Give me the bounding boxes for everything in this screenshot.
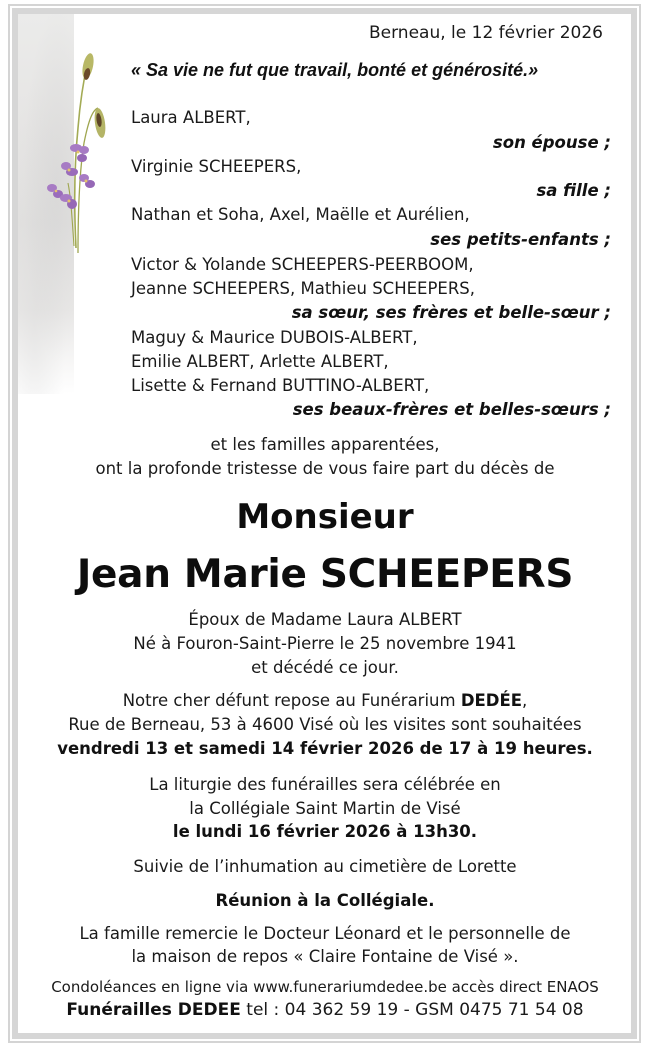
visitation-punctuation: , — [522, 691, 528, 710]
place-date: Berneau, le 12 février 2026 — [369, 23, 603, 43]
family-relation: ses beaux-frères et belles-sœurs ; — [292, 400, 611, 419]
footer-contact — [18, 1000, 632, 1020]
violet-flower-icon — [38, 48, 110, 258]
epitaph-quote: « Sa vie ne fut que travail, bonté et générosité.» — [131, 60, 539, 80]
family-name: Lisette & Fernand BUTTINO-ALBERT, — [131, 376, 430, 395]
family-relation: son épouse ; — [492, 133, 611, 152]
funeral-line: La liturgie des funérailles sera célébrée en — [149, 775, 501, 794]
contact-numbers: tel : 04 362 59 19 - GSM 0475 71 54 08 — [240, 1000, 584, 1020]
visitation-line — [18, 691, 632, 711]
announcement-line: et les familles apparentées, — [210, 435, 440, 454]
deceased-title: Monsieur — [236, 497, 414, 537]
deceased-spouse: Époux de Madame Laura ALBERT — [188, 610, 462, 629]
family-relation: ses petits-enfants ; — [430, 230, 611, 249]
family-name: Laura ALBERT, — [131, 108, 251, 127]
company-name: Funérailles DEDEE — [66, 1000, 241, 1020]
funeral-datetime: le lundi 16 février 2026 à 13h30. — [172, 822, 478, 841]
family-name: Virginie SCHEEPERS, — [131, 157, 302, 176]
family-name: Nathan et Soha, Axel, Maëlle et Aurélien, — [131, 205, 470, 224]
funeral-home-name: DEDÉE — [460, 691, 523, 710]
family-name: Maguy & Maurice DUBOIS-ALBERT, — [131, 328, 418, 347]
deceased-death: et décédé ce jour. — [251, 658, 399, 677]
thanks-line: La famille remercie le Docteur Léonard et le personnelle de — [79, 924, 571, 943]
condolences-link[interactable]: Condoléances en ligne via www.funerariumdedee.be accès direct ENAOS — [51, 978, 599, 996]
family-relation: sa sœur, ses frères et belle-sœur ; — [291, 303, 611, 322]
meeting-info: Réunion à la Collégiale. — [215, 891, 435, 910]
family-name: Jeanne SCHEEPERS, Mathieu SCHEEPERS, — [131, 279, 476, 298]
deceased-name: Jean Marie SCHEEPERS — [76, 552, 574, 597]
announcement-line: ont la profonde tristesse de vous faire part du décès de — [95, 459, 555, 478]
visitation-text: Notre cher défunt repose au Funérarium — [122, 691, 461, 710]
funeral-location: la Collégiale Saint Martin de Visé — [189, 799, 461, 818]
deceased-birth: Né à Fouron-Saint-Pierre le 25 novembre 1941 — [133, 634, 517, 653]
burial-info: Suivie de l’inhumation au cimetière de Lorette — [133, 857, 517, 876]
thanks-line: la maison de repos « Claire Fontaine de Visé ». — [131, 947, 519, 966]
family-relation: sa fille ; — [536, 181, 611, 200]
visitation-address: Rue de Berneau, 53 à 4600 Visé où les visites sont souhaitées — [68, 715, 582, 734]
family-name: Victor & Yolande SCHEEPERS-PEERBOOM, — [131, 255, 474, 274]
visitation-hours: vendredi 13 et samedi 14 février 2026 de 17 à 19 heures. — [57, 739, 593, 758]
family-name: Emilie ALBERT, Arlette ALBERT, — [131, 352, 389, 371]
